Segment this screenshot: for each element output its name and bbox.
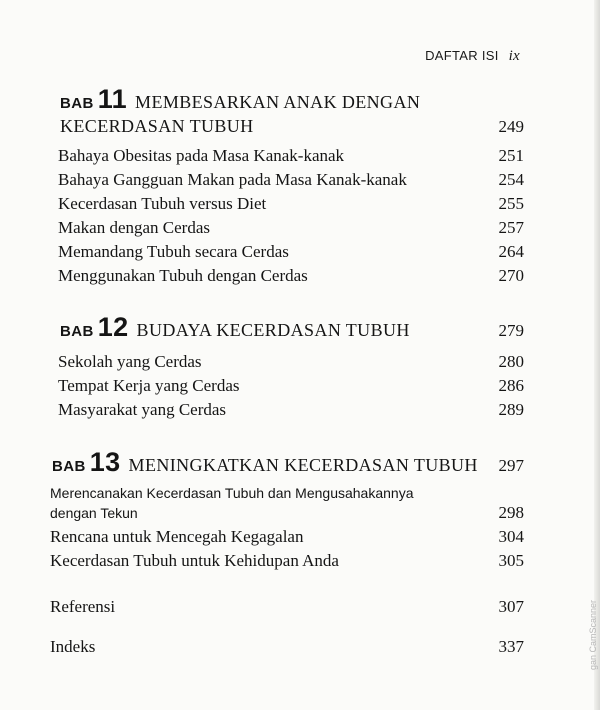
entry-page: 304 bbox=[498, 527, 524, 546]
toc-entry bbox=[58, 242, 524, 262]
entry-page: 289 bbox=[498, 400, 524, 419]
entry-title: Merencanakan Kecerdasan Tubuh dan Mengusahakannya bbox=[50, 485, 414, 501]
entry-title: Tempat Kerja yang Cerdas bbox=[58, 376, 240, 395]
scanner-watermark: gan CamScanner bbox=[588, 600, 598, 671]
chapter-page: 279 bbox=[498, 321, 524, 340]
header-page-number: ix bbox=[508, 48, 520, 64]
header-title: DAFTAR ISI bbox=[425, 48, 499, 63]
toc-entry bbox=[58, 400, 524, 420]
chapter-title: MEMBESARKAN ANAK DENGAN bbox=[135, 92, 421, 112]
entry-title: Menggunakan Tubuh dengan Cerdas bbox=[58, 266, 308, 285]
toc-entry bbox=[50, 527, 524, 547]
toc-entry-indeks bbox=[50, 637, 524, 657]
entry-title: Masyarakat yang Cerdas bbox=[58, 400, 227, 419]
toc-entry bbox=[58, 266, 524, 286]
entry-title: Bahaya Gangguan Makan pada Masa Kanak-kanak bbox=[58, 170, 407, 189]
toc-entry-continued bbox=[50, 503, 524, 523]
entry-title: Indeks bbox=[50, 637, 96, 656]
running-header bbox=[425, 48, 520, 65]
entry-title: Rencana untuk Mencegah Kegagalan bbox=[50, 527, 304, 546]
toc-entry bbox=[50, 485, 524, 501]
entry-page: 280 bbox=[498, 352, 524, 371]
entry-title: Memandang Tubuh secara Cerdas bbox=[58, 242, 289, 261]
toc-entry-referensi bbox=[50, 597, 524, 617]
chapter-label: BAB bbox=[60, 95, 94, 112]
entry-page: 307 bbox=[498, 597, 524, 616]
chapter-13-heading bbox=[52, 449, 524, 476]
entry-page: 298 bbox=[498, 503, 524, 522]
chapter-11-heading-line2 bbox=[60, 116, 524, 137]
toc-entry bbox=[58, 170, 524, 190]
toc-entry bbox=[58, 352, 524, 372]
entry-page: 255 bbox=[498, 194, 524, 213]
entry-page: 305 bbox=[498, 551, 524, 570]
toc-entry bbox=[58, 194, 524, 214]
chapter-page: 249 bbox=[498, 117, 524, 136]
entry-page: 264 bbox=[498, 242, 524, 261]
entry-page: 270 bbox=[498, 266, 524, 285]
entry-title: Referensi bbox=[50, 597, 116, 616]
chapter-number: 11 bbox=[97, 84, 128, 114]
chapter-label: BAB bbox=[52, 458, 86, 475]
entry-page: 286 bbox=[498, 376, 524, 395]
entry-page: 257 bbox=[498, 218, 524, 237]
chapter-title-continued: KECERDASAN TUBUH bbox=[60, 116, 254, 136]
entry-page: 251 bbox=[498, 146, 524, 165]
toc-entry bbox=[58, 376, 524, 396]
entry-page: 337 bbox=[498, 637, 524, 656]
entry-title: Kecerdasan Tubuh versus Diet bbox=[58, 194, 267, 213]
chapter-page: 297 bbox=[498, 456, 524, 475]
chapter-title: MENINGKATKAN KECERDASAN TUBUH bbox=[128, 455, 478, 475]
chapter-number: 12 bbox=[97, 312, 129, 342]
toc-entry bbox=[50, 551, 524, 571]
toc-entry bbox=[58, 146, 524, 166]
entry-title-continued: dengan Tekun bbox=[50, 505, 138, 521]
chapter-11-heading bbox=[60, 86, 524, 113]
entry-title: Kecerdasan Tubuh untuk Kehidupan Anda bbox=[50, 551, 339, 570]
chapter-label: BAB bbox=[60, 323, 94, 340]
entry-title: Makan dengan Cerdas bbox=[58, 218, 211, 237]
chapter-number: 13 bbox=[89, 447, 121, 477]
chapter-title: BUDAYA KECERDASAN TUBUH bbox=[136, 320, 410, 340]
toc-entry bbox=[58, 218, 524, 238]
chapter-12-heading bbox=[60, 314, 524, 341]
entry-title: Bahaya Obesitas pada Masa Kanak-kanak bbox=[58, 146, 345, 165]
entry-title: Sekolah yang Cerdas bbox=[58, 352, 202, 371]
entry-page: 254 bbox=[498, 170, 524, 189]
